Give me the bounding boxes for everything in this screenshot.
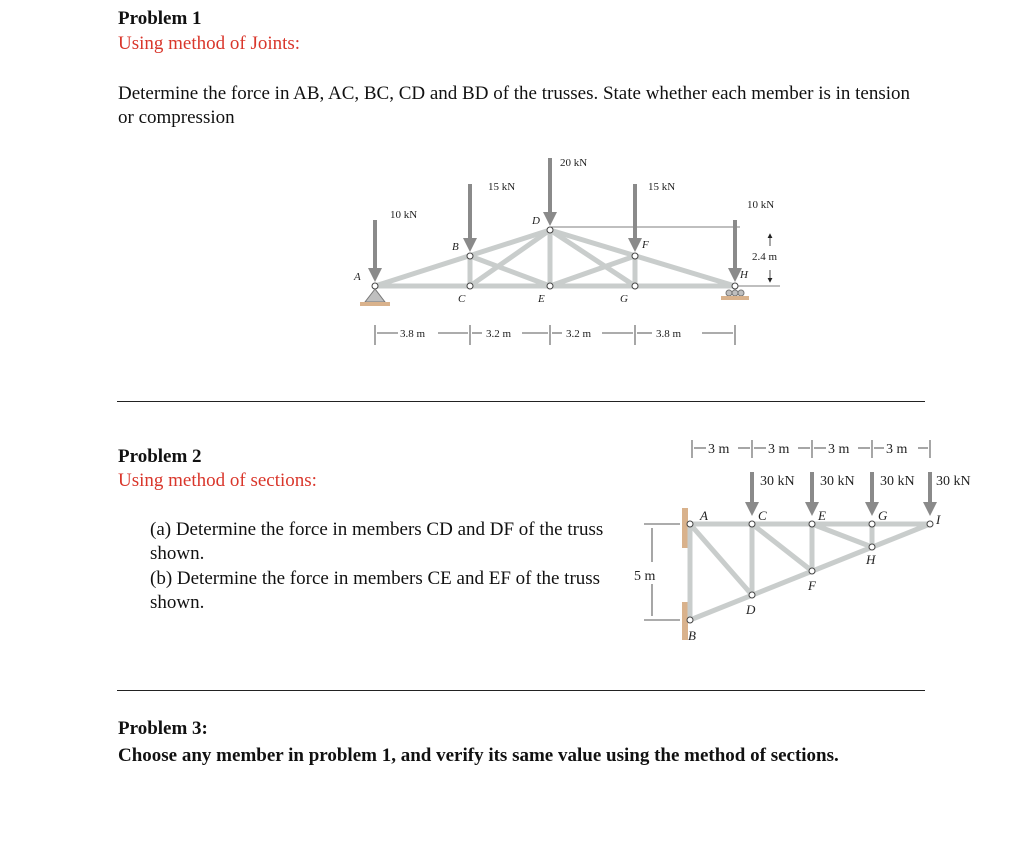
span-label: 3 m (886, 442, 908, 457)
load-label: 30 kN (880, 474, 915, 489)
span-label: 3 m (768, 442, 790, 457)
pin-support (365, 289, 385, 302)
divider (117, 690, 925, 691)
joint-label: E (538, 293, 545, 305)
roller-support (726, 290, 744, 296)
joint-label: G (620, 293, 628, 305)
cantilever-truss-figure (630, 432, 990, 647)
problem3-statement: Choose any member in problem 1, and verify its same value using the method of sections. (118, 745, 839, 766)
joint-label: C (758, 508, 767, 523)
problem3-title: Problem 3: (118, 718, 208, 739)
joint-label: B (452, 241, 459, 253)
problem2-part-b: (b) Determine the force in members CE and EF of the truss shown. (150, 568, 601, 613)
wall-support (682, 508, 688, 548)
span-label: 3.8 m (656, 328, 682, 340)
joint-label: A (354, 271, 361, 283)
load-label: 15 kN (488, 181, 516, 193)
span-label: 3.2 m (486, 328, 512, 340)
problem1-method: Using method of Joints: (118, 33, 301, 54)
joint-label: D (746, 602, 756, 617)
load-label: 30 kN (760, 474, 795, 489)
problem2-part-a: (a) Determine the force in members CD and DF of the truss shown. (150, 519, 604, 564)
joint-label: H (740, 269, 748, 281)
problem2-method: Using method of sections: (118, 470, 317, 491)
joint-label: F (642, 239, 649, 251)
load-label: 30 kN (936, 474, 971, 489)
joint-label: A (700, 508, 708, 523)
joint-label: I (936, 512, 941, 527)
problem2-title: Problem 2 (118, 446, 202, 467)
span-label: 3 m (708, 442, 730, 457)
height-label: 2.4 m (752, 251, 778, 263)
joint-label: G (878, 508, 888, 523)
joint-label: H (866, 552, 876, 567)
span-label: 3.8 m (400, 328, 426, 340)
problem1-statement: Determine the force in AB, AC, BC, CD and BD of the trusses. State whether each member is in tension or compression (118, 83, 911, 128)
load-label: 10 kN (390, 209, 418, 221)
load-label: 10 kN (747, 199, 775, 211)
span-label: 3 m (828, 442, 850, 457)
joint-label: F (808, 578, 816, 593)
height-label: 5 m (634, 569, 656, 584)
truss-joints (372, 227, 738, 289)
joint-label: B (688, 628, 696, 643)
roof-truss-figure (340, 150, 800, 350)
span-label: 3.2 m (566, 328, 592, 340)
truss-members (375, 230, 735, 286)
divider (117, 401, 925, 402)
joint-label: E (818, 508, 826, 523)
load-label: 15 kN (648, 181, 676, 193)
load-label: 20 kN (560, 157, 588, 169)
load-label: 30 kN (820, 474, 855, 489)
problem1-title: Problem 1 (118, 8, 202, 29)
joint-label: D (532, 215, 540, 227)
joint-label: C (458, 293, 466, 305)
